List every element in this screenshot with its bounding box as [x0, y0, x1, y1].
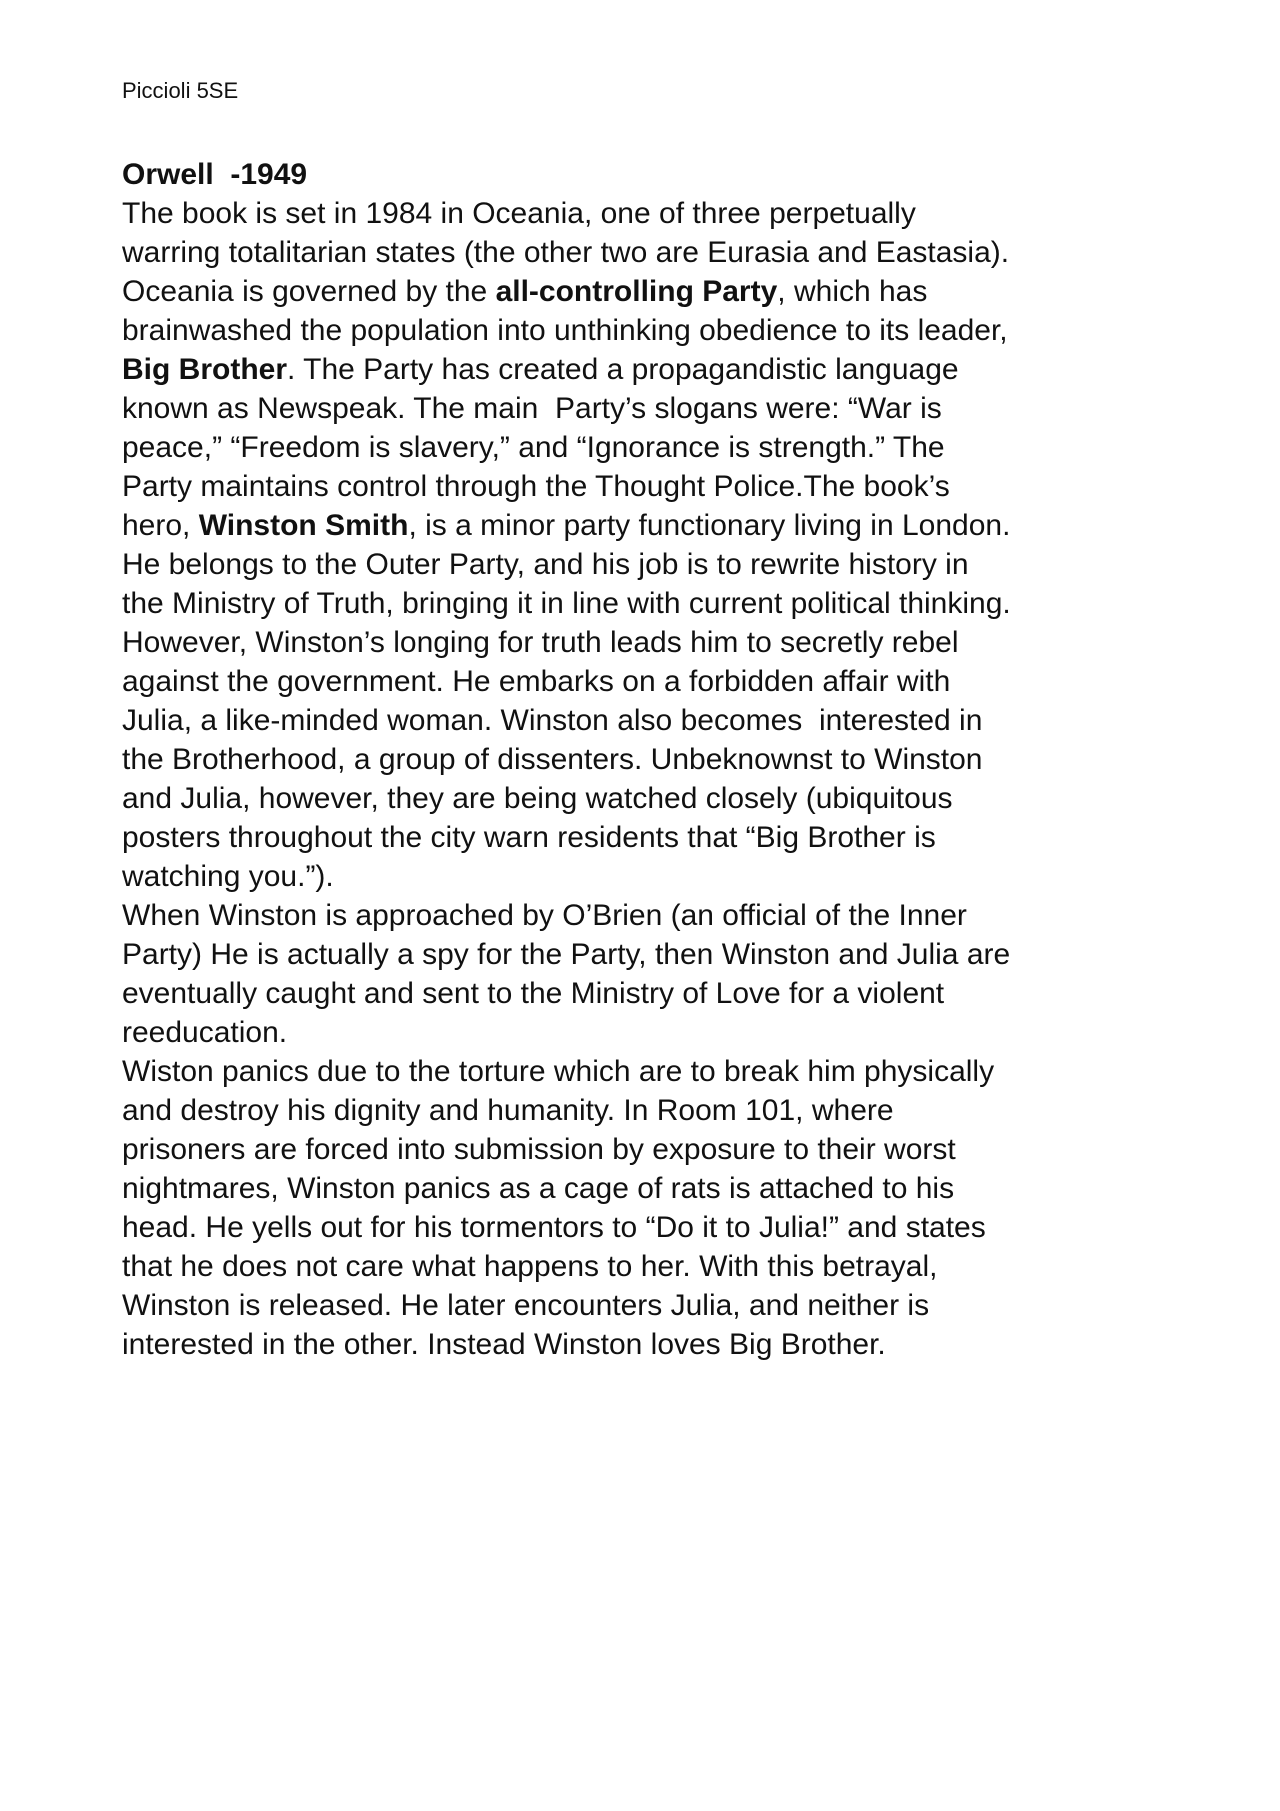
body-line	[122, 623, 1182, 662]
document-body	[122, 155, 1182, 1364]
body-line	[122, 1286, 1182, 1325]
text-run: Party) He is actually a spy for the Party, then Winston and Julia are	[122, 938, 1011, 971]
text-run: reeducation.	[122, 1016, 288, 1049]
body-line	[122, 584, 1182, 623]
body-line	[122, 428, 1182, 467]
text-run: known as Newspeak. The main Party’s slogans were: “War is	[122, 392, 942, 425]
body-line	[122, 389, 1182, 428]
author-header: Piccioli 5SE	[122, 78, 239, 103]
body-line	[122, 740, 1182, 779]
text-run: brainwashed the population into unthinking obedience to its leader,	[122, 314, 1008, 347]
body-line	[122, 1052, 1182, 1091]
body-text	[122, 194, 1182, 1364]
text-run: . The Party has created a propagandistic language	[287, 353, 959, 386]
bold-term: Big Brother	[122, 353, 287, 386]
bold-term: all-controlling Party	[495, 275, 778, 308]
text-run: the Brotherhood, a group of dissenters. Unbeknownst to Winston	[122, 743, 983, 776]
text-run: Wiston panics due to the torture which are to break him physically	[122, 1055, 995, 1088]
body-line	[122, 857, 1182, 896]
body-line	[122, 1208, 1182, 1247]
body-line	[122, 1130, 1182, 1169]
body-line	[122, 1169, 1182, 1208]
text-run: When Winston is approached by O’Brien (an official of the Inner	[122, 899, 967, 932]
text-run: head. He yells out for his tormentors to “Do it to Julia!” and states	[122, 1211, 986, 1244]
body-line	[122, 233, 1182, 272]
body-line	[122, 467, 1182, 506]
text-run: However, Winston’s longing for truth leads him to secretly rebel	[122, 626, 959, 659]
body-line	[122, 194, 1182, 233]
body-line	[122, 1247, 1182, 1286]
text-run: that he does not care what happens to her. With this betrayal,	[122, 1250, 938, 1283]
text-run: and Julia, however, they are being watched closely (ubiquitous	[122, 782, 953, 815]
body-line	[122, 779, 1182, 818]
text-run: , which has	[777, 275, 928, 308]
text-run: He belongs to the Outer Party, and his job is to rewrite history in	[122, 548, 969, 581]
document-title: Orwell -1949	[122, 158, 308, 191]
text-run: The book is set in 1984 in Oceania, one of three perpetually	[122, 197, 916, 230]
body-line	[122, 311, 1182, 350]
body-line	[122, 350, 1182, 389]
body-line	[122, 701, 1182, 740]
body-line	[122, 506, 1182, 545]
text-run: posters throughout the city warn residents that “Big Brother is	[122, 821, 936, 854]
text-run: against the government. He embarks on a forbidden affair with	[122, 665, 951, 698]
text-run: Party maintains control through the Thought Police.The book’s	[122, 470, 950, 503]
body-line	[122, 662, 1182, 701]
text-run: and destroy his dignity and humanity. In Room 101, where	[122, 1094, 894, 1127]
body-line	[122, 935, 1182, 974]
text-run: the Ministry of Truth, bringing it in line with current political thinking.	[122, 587, 1011, 620]
text-run: prisoners are forced into submission by exposure to their worst	[122, 1133, 956, 1166]
body-line	[122, 1091, 1182, 1130]
body-line	[122, 896, 1182, 935]
body-line	[122, 1013, 1182, 1052]
text-run: watching you.”).	[122, 860, 334, 893]
body-line	[122, 545, 1182, 584]
text-run: eventually caught and sent to the Ministry of Love for a violent	[122, 977, 945, 1010]
body-line	[122, 272, 1182, 311]
text-run: hero,	[122, 509, 199, 542]
bold-term: Winston Smith	[198, 509, 409, 542]
body-line	[122, 1325, 1182, 1364]
text-run: Julia, a like-minded woman. Winston also becomes interested in	[122, 704, 983, 737]
text-run: Oceania is governed by the	[122, 275, 496, 308]
body-line	[122, 818, 1182, 857]
text-run: nightmares, Winston panics as a cage of rats is attached to his	[122, 1172, 955, 1205]
text-run: warring totalitarian states (the other two are Eurasia and Eastasia).	[122, 236, 1010, 269]
text-run: , is a minor party functionary living in London.	[408, 509, 1011, 542]
text-run: Winston is released. He later encounters Julia, and neither is	[122, 1289, 930, 1322]
body-line	[122, 974, 1182, 1013]
text-run: interested in the other. Instead Winston loves Big Brother.	[122, 1328, 886, 1361]
text-run: peace,” “Freedom is slavery,” and “Ignorance is strength.” The	[122, 431, 945, 464]
